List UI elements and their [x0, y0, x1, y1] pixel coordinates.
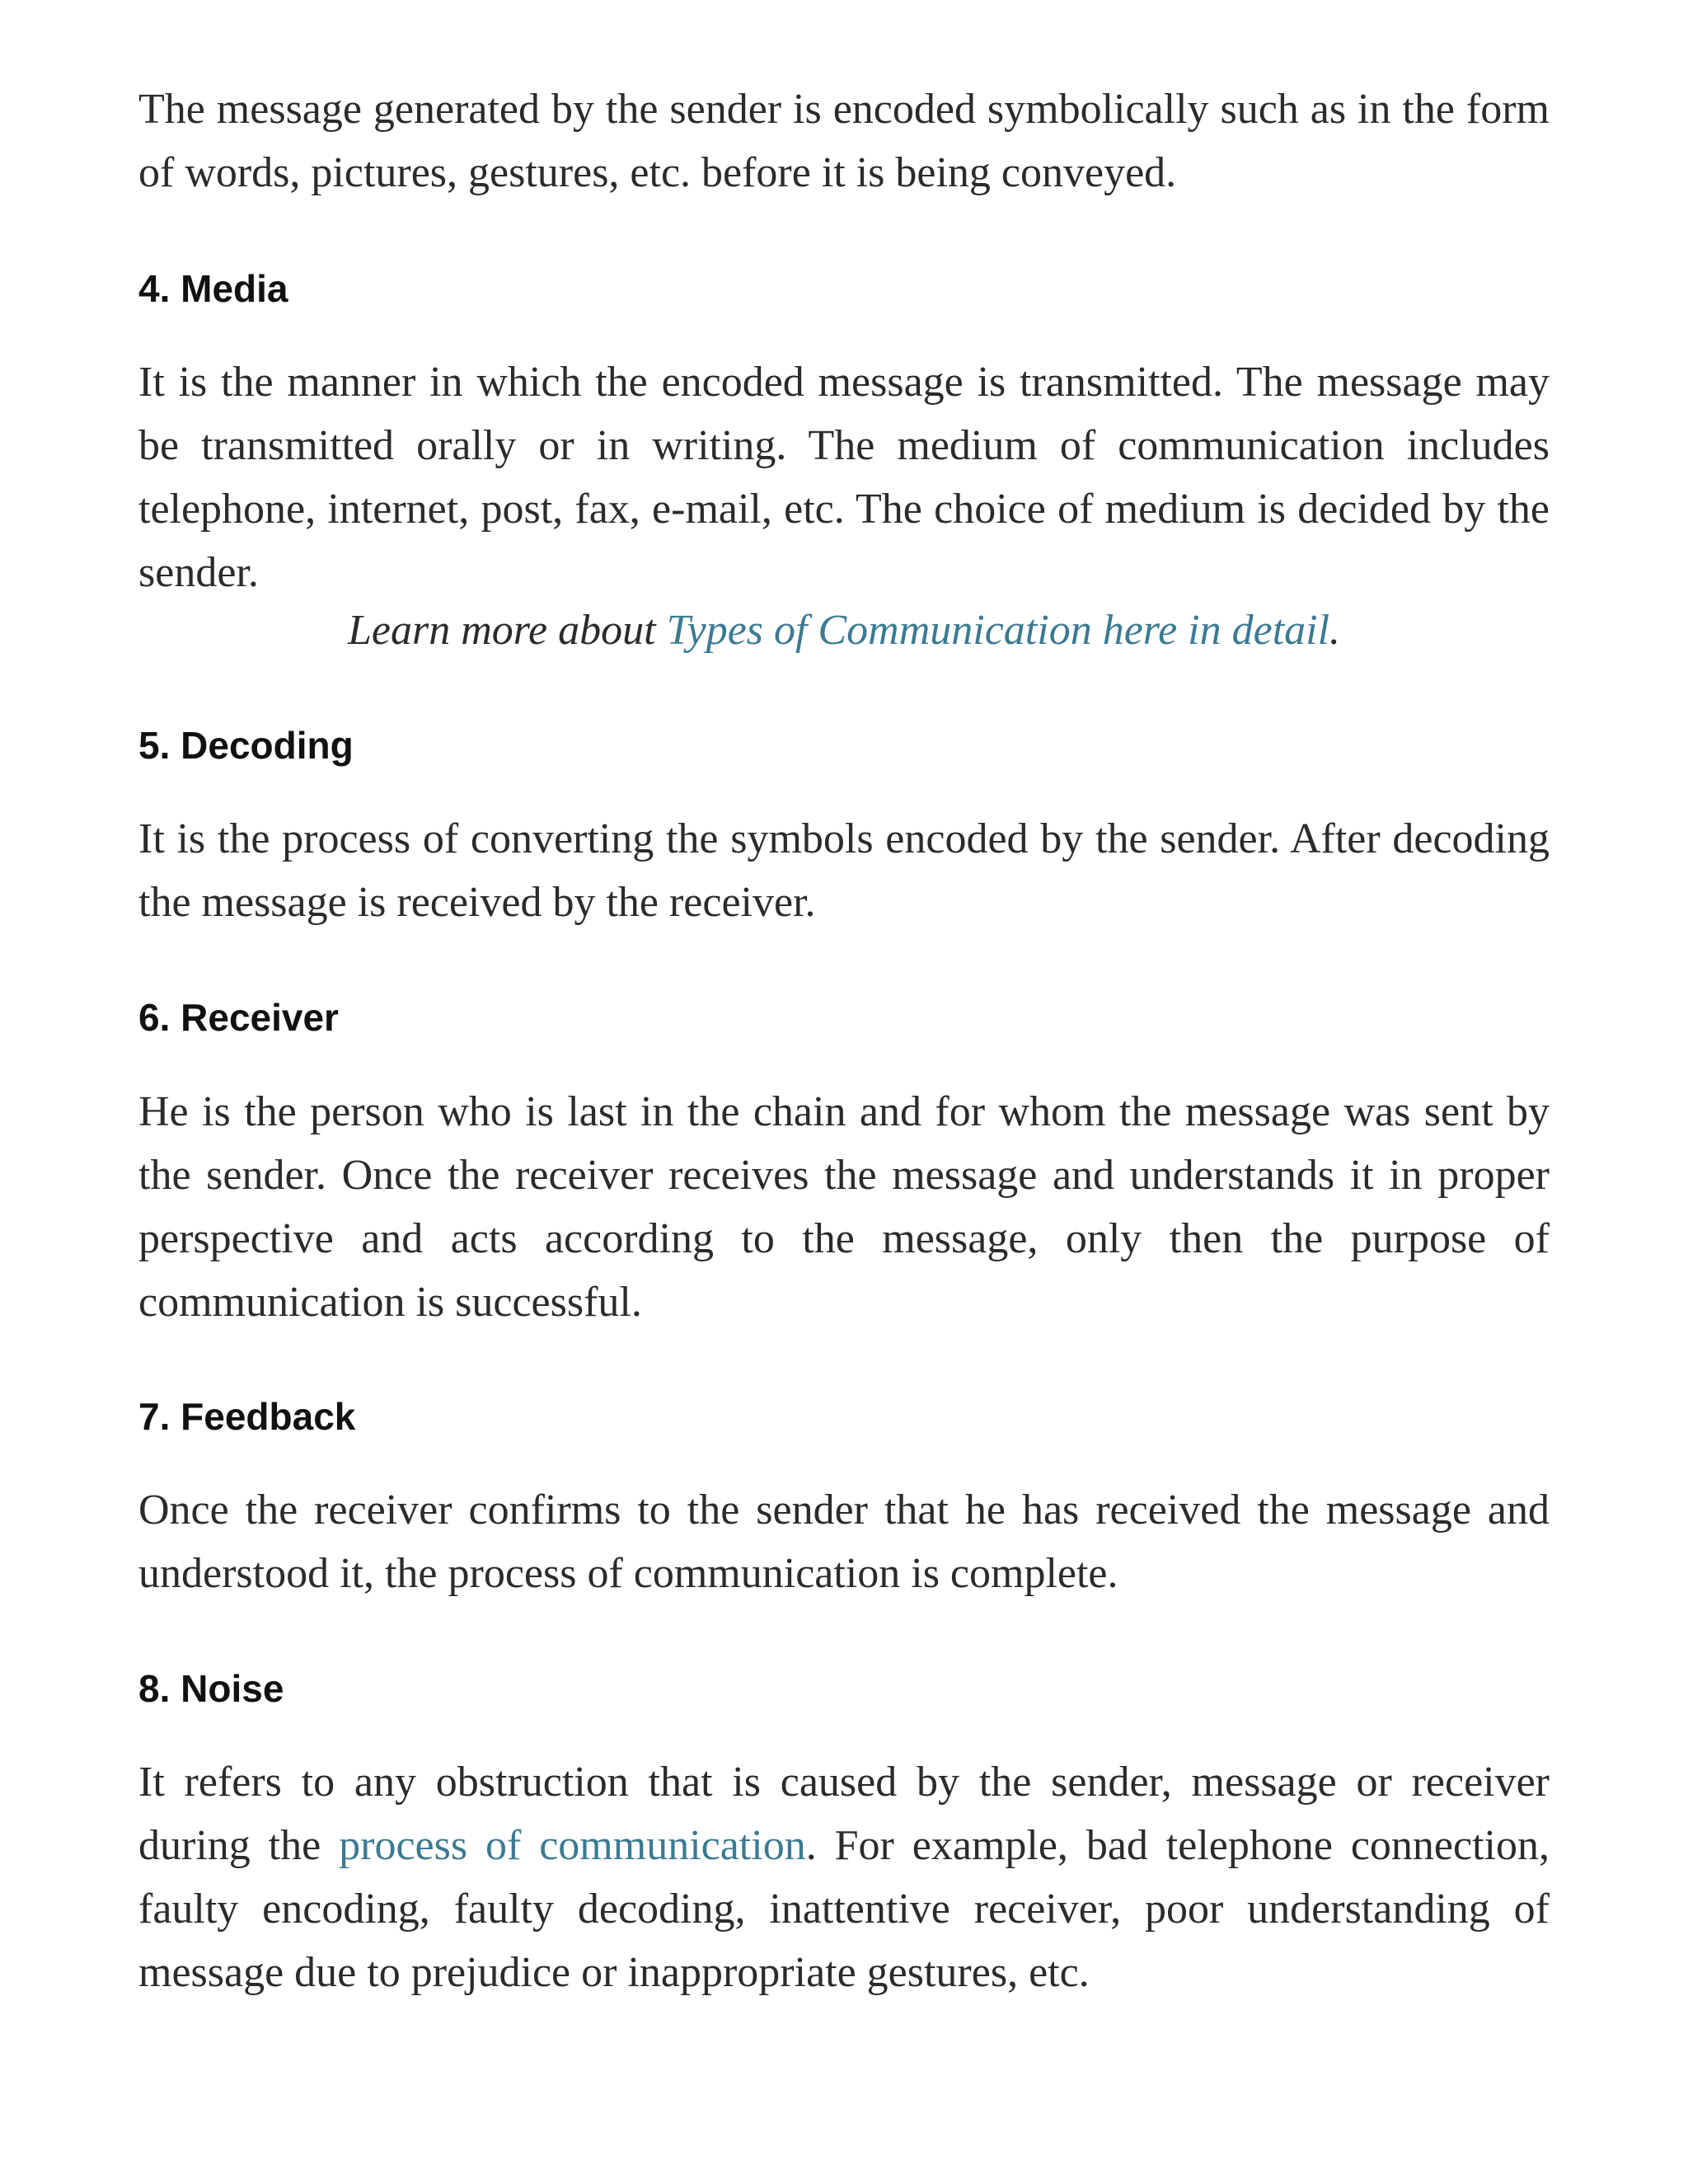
noise-text-before-link: It refers to any obstruction that is caused by the sender, message or receiver during the — [138, 1759, 1550, 1869]
callout-suffix: . — [1329, 607, 1341, 654]
intro-paragraph: The message generated by the sender is encoded symbolically such as in the form of words, pictures, gestures, etc. before it is being conveyed. — [138, 86, 1550, 196]
noise-text-after-link: . For example, bad telephone connection, faulty encoding, faulty decoding, inattentive receiver, poor understanding of message due to prejudice or inappropriate gestures, etc. — [138, 1822, 1550, 1996]
process-of-communication-link[interactable]: process of communication — [339, 1822, 806, 1869]
section-heading-receiver: 6. Receiver — [138, 996, 339, 1039]
section-body-media: It is the manner in which the encoded message is transmitted. The message may be transmitted orally or in writing. The medium of communication includes telephone, internet, post, fax, e-mail, etc. The choice of medium is decided by the sender. — [138, 359, 1550, 596]
section-heading-media: 4. Media — [138, 267, 288, 310]
section-body-receiver: He is the person who is last in the chain and for whom the message was sent by the sender. Once the receiver receives the message and understands it in proper perspective and acts according to the message, only then the purpose of communication is successful. — [138, 1088, 1550, 1326]
learn-more-callout — [138, 599, 1550, 662]
section-heading-noise: 8. Noise — [138, 1667, 284, 1710]
section-body-noise — [138, 1750, 1550, 2004]
section-body-feedback: Once the receiver confirms to the sender that he has received the message and understood it, the process of communication is complete. — [138, 1487, 1550, 1597]
callout-prefix: Learn more about — [347, 607, 667, 654]
section-body-decoding: It is the process of converting the symbols encoded by the sender. After decoding the message is received by the receiver. — [138, 815, 1550, 926]
section-heading-feedback: 7. Feedback — [138, 1395, 356, 1438]
section-heading-decoding: 5. Decoding — [138, 724, 354, 767]
types-of-communication-link[interactable]: Types of Communication here in detail — [666, 607, 1330, 654]
